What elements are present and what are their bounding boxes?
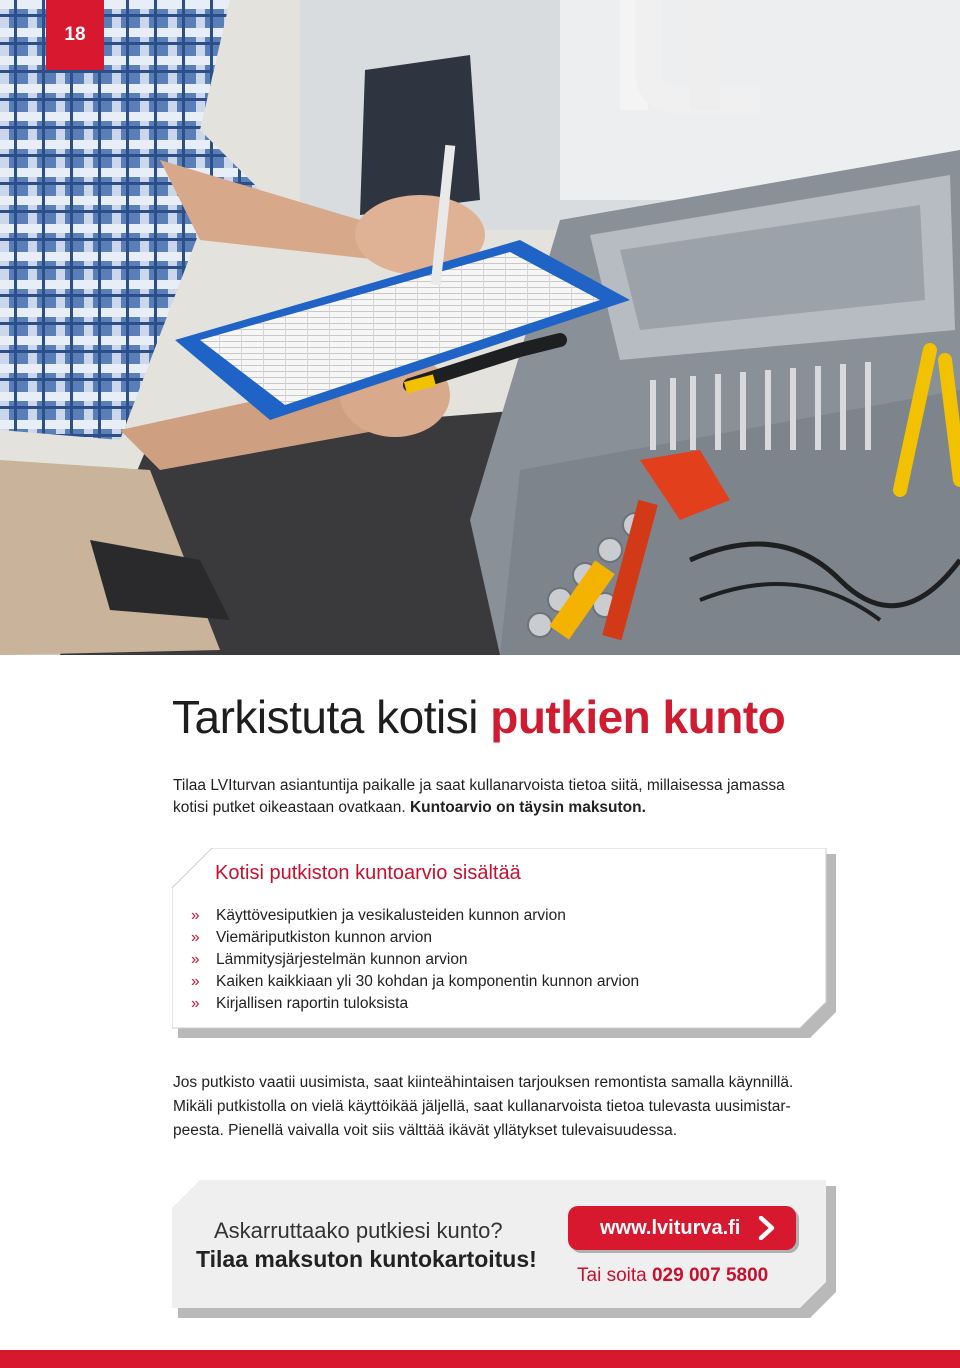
website-link-button[interactable] xyxy=(568,1206,796,1250)
page-title xyxy=(172,690,785,744)
intro-paragraph xyxy=(173,775,813,819)
list-item: » Lämmitysjärjestelmän kunnon arvion xyxy=(191,949,639,971)
plumber-toolbox-photo xyxy=(0,0,960,655)
bullet-mark: » xyxy=(191,907,200,924)
checklist-title: Kotisi putkiston kuntoarvio sisältää xyxy=(215,862,521,884)
cta-question: Askarruttaako putkiesi kunto? xyxy=(214,1218,503,1243)
page-number-badge xyxy=(46,0,104,70)
body-paragraph: Jos putkisto vaatii uusimista, saat kiinteähintaisen tarjouksen remontista samalla käynnillä. Mikäli putkistolla on vielä käyttöikää jäljellä, saat kullanarvoista tietoa tulevasta uusimistar- peesta. Pienellä vaivalla voit siis välttää ikävät yllätykset tulevaisuudessa. xyxy=(173,1074,794,1139)
website-url: www.lviturva.fi xyxy=(600,1216,741,1239)
chevron-right-icon xyxy=(758,1216,776,1240)
hero-photo xyxy=(0,0,960,655)
footer-bar xyxy=(0,1350,960,1368)
intro-text: Tilaa LVIturvan asiantuntija paikalle ja saat kullanarvoista tietoa siitä, millaisessa jamassa kotisi putket oikeastaan ovatkaan. xyxy=(173,777,785,816)
bullet-mark: » xyxy=(191,973,200,990)
bullet-mark: » xyxy=(191,995,200,1012)
bullet-mark: » xyxy=(191,951,200,968)
list-item: » Viemäriputkiston kunnon arvion xyxy=(191,927,639,949)
list-item: » Käyttövesiputkien ja vesikalusteiden kunnon arvion xyxy=(191,905,639,927)
bullet-mark: » xyxy=(191,929,200,946)
intro-bold: Kuntoarvio on täysin maksuton. xyxy=(409,799,646,816)
title-accent: putkien kunto xyxy=(490,691,786,743)
phone-label: Tai soita xyxy=(577,1265,652,1286)
list-item: » Kaiken kaikkiaan yli 30 kohdan ja komponentin kunnon arvion xyxy=(191,971,639,993)
phone-line xyxy=(577,1265,768,1287)
list-item: » Kirjallisen raportin tuloksista xyxy=(191,993,639,1015)
cta-order-text: Tilaa maksuton kuntokartoitus! xyxy=(196,1246,537,1272)
phone-number[interactable]: 029 007 5800 xyxy=(651,1265,769,1286)
page-number: 18 xyxy=(64,24,86,45)
title-plain: Tarkistuta kotisi xyxy=(172,691,491,743)
checklist xyxy=(191,905,639,1015)
